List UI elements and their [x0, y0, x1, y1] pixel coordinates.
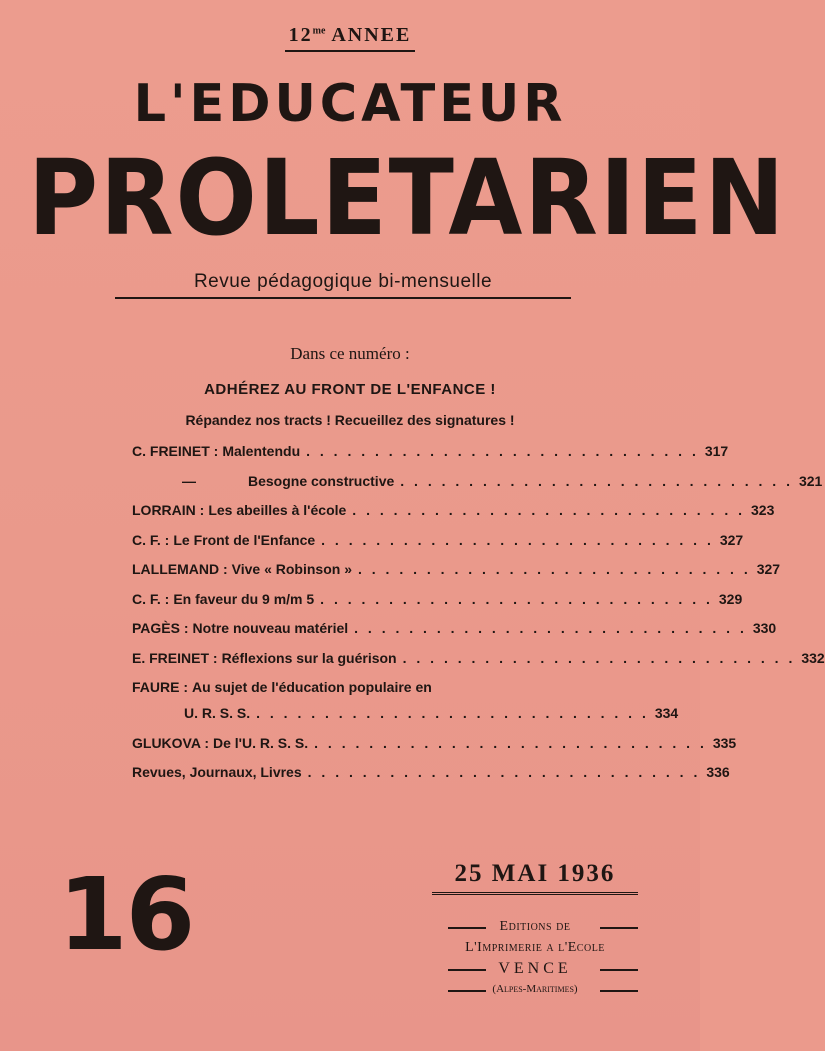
toc-entry — [132, 440, 729, 470]
toc-page: 321 — [798, 472, 823, 489]
toc-entry — [132, 647, 825, 677]
toc-title: Vive « Robinson » — [231, 561, 352, 577]
title-line-2: PROLETARIEN — [28, 137, 787, 259]
toc-title: Notre nouveau matériel — [192, 620, 349, 636]
toc-author: C. F. : — [132, 531, 170, 548]
toc-author: LORRAIN : — [132, 502, 205, 518]
toc-title: Revues, Journaux, Livres — [132, 764, 302, 780]
toc-entry — [132, 676, 548, 702]
toc-page: 329 — [718, 590, 743, 607]
toc-author: E. FREINET : — [132, 649, 218, 666]
toc-leader: . . . . . . . . . . . . . . . . . . . . . . . . . . . . . — [320, 590, 713, 607]
toc-page: 330 — [752, 620, 777, 636]
toc-title: De l'U. R. S. S. — [213, 734, 309, 751]
toc-title: En faveur du 9 m/m 5 — [173, 590, 315, 607]
toc-entry — [132, 499, 775, 529]
toc-leader: . . . . . . . . . . . . . . . . . . . . . . . . . . . . . — [402, 649, 796, 666]
imprint-text: VENCE — [498, 960, 572, 977]
toc-entry — [132, 732, 737, 762]
year-ordinal: me — [312, 25, 326, 37]
toc-title: Réflexions sur la guérison — [221, 649, 397, 666]
toc-title: Besogne constructive — [248, 472, 395, 489]
toc-author: LALLEMAND : — [132, 561, 228, 577]
toc-entry — [132, 588, 743, 618]
toc-page: 335 — [712, 734, 737, 751]
toc-entry-continuation — [132, 702, 679, 732]
toc-leader: . . . . . . . . . . . . . . . . . . . . . . . . . . . . . — [321, 531, 714, 548]
issue-number: 16 — [58, 856, 194, 973]
toc-leader: . . . . . . . . . . . . . . . . . . . . . . . . . . . . . — [352, 502, 746, 518]
year-label — [0, 24, 700, 52]
toc-author: C. FREINET : — [132, 443, 219, 459]
contents-headline: ADHÉREZ AU FRONT DE L'ENFANCE ! — [204, 381, 496, 398]
toc-page: 323 — [751, 502, 775, 518]
toc-page: 336 — [706, 764, 730, 780]
imprint-line-2 — [430, 937, 640, 958]
toc-title-continuation: U. R. S. S. — [184, 705, 251, 721]
toc-entry — [132, 761, 730, 791]
imprint-line-4 — [430, 979, 640, 1000]
toc-leader: . . . . . . . . . . . . . . . . . . . . . . . . . . . . . — [306, 443, 699, 459]
toc-title: Le Front de l'Enfance — [173, 531, 316, 548]
imprint-text: (Alpes-Maritimes) — [492, 983, 578, 995]
subtitle: Revue pédagogique bi-mensuelle — [115, 271, 571, 299]
imprint-line-3 — [430, 958, 640, 979]
toc-leader: . . . . . . . . . . . . . . . . . . . . . . . . . . . . . — [358, 561, 751, 577]
toc-entry — [132, 470, 823, 500]
contents-tagline: Répandez nos tracts ! Recueillez des signatures ! — [185, 412, 515, 428]
imprint-line-1 — [430, 916, 640, 937]
toc-page: 327 — [719, 531, 744, 548]
issue-date: 25 MAI 1936 — [432, 860, 638, 895]
toc-author: C. F. : — [132, 590, 170, 607]
toc-author: FAURE : — [132, 679, 188, 695]
toc-leader: . . . . . . . . . . . . . . . . . . . . . . . . . . . . . — [354, 620, 747, 636]
toc-entry — [132, 529, 744, 559]
publisher-imprint — [430, 916, 640, 1000]
toc-page: 317 — [704, 443, 729, 459]
imprint-text: L'Imprimerie a l'Ecole — [465, 940, 605, 955]
toc-leader: . . . . . . . . . . . . . . . . . . . . . . . . . . . . . — [307, 764, 701, 780]
toc-entry — [132, 617, 777, 647]
toc-author: PAGÈS : — [132, 620, 189, 636]
toc-leader: . . . . . . . . . . . . . . . . . . . . . . . . . . . . . — [314, 734, 707, 751]
imprint-text: Editions de — [499, 919, 571, 934]
toc-page: 332 — [801, 649, 825, 666]
year-number: 12 — [288, 24, 313, 46]
toc-author: GLUKOVA : — [132, 734, 209, 751]
contents-intro: Dans ce numéro : — [290, 344, 410, 363]
toc-entry — [132, 558, 781, 588]
year-word: ANNEE — [331, 24, 412, 46]
table-of-contents — [132, 440, 825, 791]
toc-page: 327 — [756, 561, 781, 577]
title-line-1: L'EDUCATEUR — [133, 74, 567, 134]
toc-title: Au sujet de l'éducation populaire en — [192, 679, 432, 695]
toc-ditto-dash: — — [182, 472, 196, 489]
toc-leader: . . . . . . . . . . . . . . . . . . . . . . . . . . . . . — [256, 705, 649, 721]
toc-page: 334 — [654, 705, 679, 721]
toc-leader: . . . . . . . . . . . . . . . . . . . . . . . . . . . . . — [400, 472, 793, 489]
toc-title: Les abeilles à l'école — [208, 502, 347, 518]
toc-title: Malentendu — [222, 443, 301, 459]
